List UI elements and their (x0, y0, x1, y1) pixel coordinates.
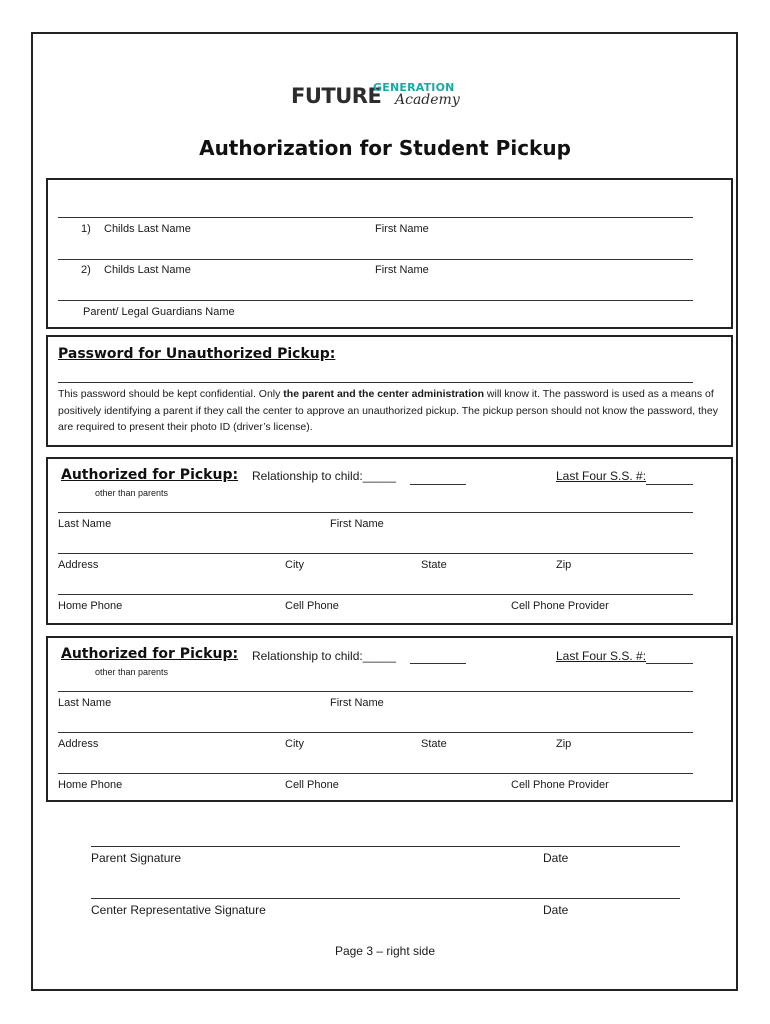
guardian-name-label: Parent/ Legal Guardians Name (83, 306, 235, 318)
pickup2-phone-line[interactable] (58, 773, 693, 774)
rep-signature-line[interactable] (91, 898, 680, 899)
pickup1-relationship-label: Relationship to child:_____ (252, 469, 397, 483)
pickup1-state-label: State (421, 559, 447, 571)
rep-date-label: Date (543, 903, 569, 917)
pickup2-heading: Authorized for Pickup: (61, 646, 239, 662)
page-footer: Page 3 – right side (334, 944, 436, 958)
pickup1-relationship-line[interactable] (410, 484, 466, 485)
child1-first-name-label: First Name (375, 223, 429, 235)
pickup2-city-label: City (285, 738, 304, 750)
pickup1-ss-label: Last Four S.S. #: (556, 469, 647, 483)
pickup2-provider-label: Cell Phone Provider (511, 779, 609, 791)
pickup1-heading: Authorized for Pickup: (61, 467, 239, 483)
pickup2-relationship-label: Relationship to child:_____ (252, 649, 397, 663)
pickup2-subheading: other than parents (95, 667, 169, 677)
pickup1-last-name-label: Last Name (58, 518, 112, 530)
pickup1-zip-label: Zip (556, 559, 572, 571)
pickup2-ss-label: Last Four S.S. #: (556, 649, 647, 663)
child2-number: 2) (81, 264, 91, 276)
child1-line[interactable] (58, 217, 693, 218)
logo-wordmark: FUTURE (291, 84, 382, 108)
parent-date-label: Date (543, 851, 569, 865)
pickup2-last-name-label: Last Name (58, 697, 112, 709)
pickup2-name-line[interactable] (58, 691, 693, 692)
pickup2-zip-label: Zip (556, 738, 572, 750)
child1-number: 1) (81, 223, 91, 235)
pickup1-ss-line[interactable] (646, 484, 693, 485)
child1-last-name-label: Childs Last Name (104, 223, 191, 235)
guardian-line[interactable] (58, 300, 693, 301)
child2-first-name-label: First Name (375, 264, 429, 276)
password-line[interactable] (58, 382, 693, 383)
rep-signature-label: Center Representative Signature (91, 903, 266, 917)
parent-signature-label: Parent Signature (91, 851, 182, 865)
page-title: Authorization for Student Pickup (199, 136, 571, 160)
pickup2-cell-phone-label: Cell Phone (285, 779, 339, 791)
password-heading: Password for Unauthorized Pickup: (58, 346, 336, 362)
pickup2-ss-line[interactable] (646, 663, 693, 664)
pickup1-first-name-label: First Name (330, 518, 384, 530)
pickup1-home-phone-label: Home Phone (58, 600, 123, 612)
pickup2-address-line[interactable] (58, 732, 693, 733)
pickup1-city-label: City (285, 559, 304, 571)
pickup1-name-line[interactable] (58, 512, 693, 513)
pickup2-relationship-line[interactable] (410, 663, 466, 664)
pickup2-state-label: State (421, 738, 447, 750)
pickup1-address-line[interactable] (58, 553, 693, 554)
pickup2-address-label: Address (58, 738, 99, 750)
pickup2-home-phone-label: Home Phone (58, 779, 123, 791)
child2-line[interactable] (58, 259, 693, 260)
pickup1-phone-line[interactable] (58, 594, 693, 595)
pickup1-cell-phone-label: Cell Phone (285, 600, 339, 612)
logo-generation: GENERATION (373, 81, 455, 94)
password-instructions: This password should be kept confidential. Only the parent and the center administration will know it. The password is used as a means of positively identifying a parent if they call the center to approve an unauthorized pickup. The pickup person should not know the password, they are required to present their photo ID (driver’s license). (58, 388, 718, 433)
pickup1-provider-label: Cell Phone Provider (511, 600, 609, 612)
parent-signature-line[interactable] (91, 846, 680, 847)
pickup1-subheading: other than parents (95, 488, 169, 498)
child2-last-name-label: Childs Last Name (104, 264, 191, 276)
logo-academy: Academy (395, 92, 460, 108)
pickup1-address-label: Address (58, 559, 99, 571)
pickup2-first-name-label: First Name (330, 697, 384, 709)
